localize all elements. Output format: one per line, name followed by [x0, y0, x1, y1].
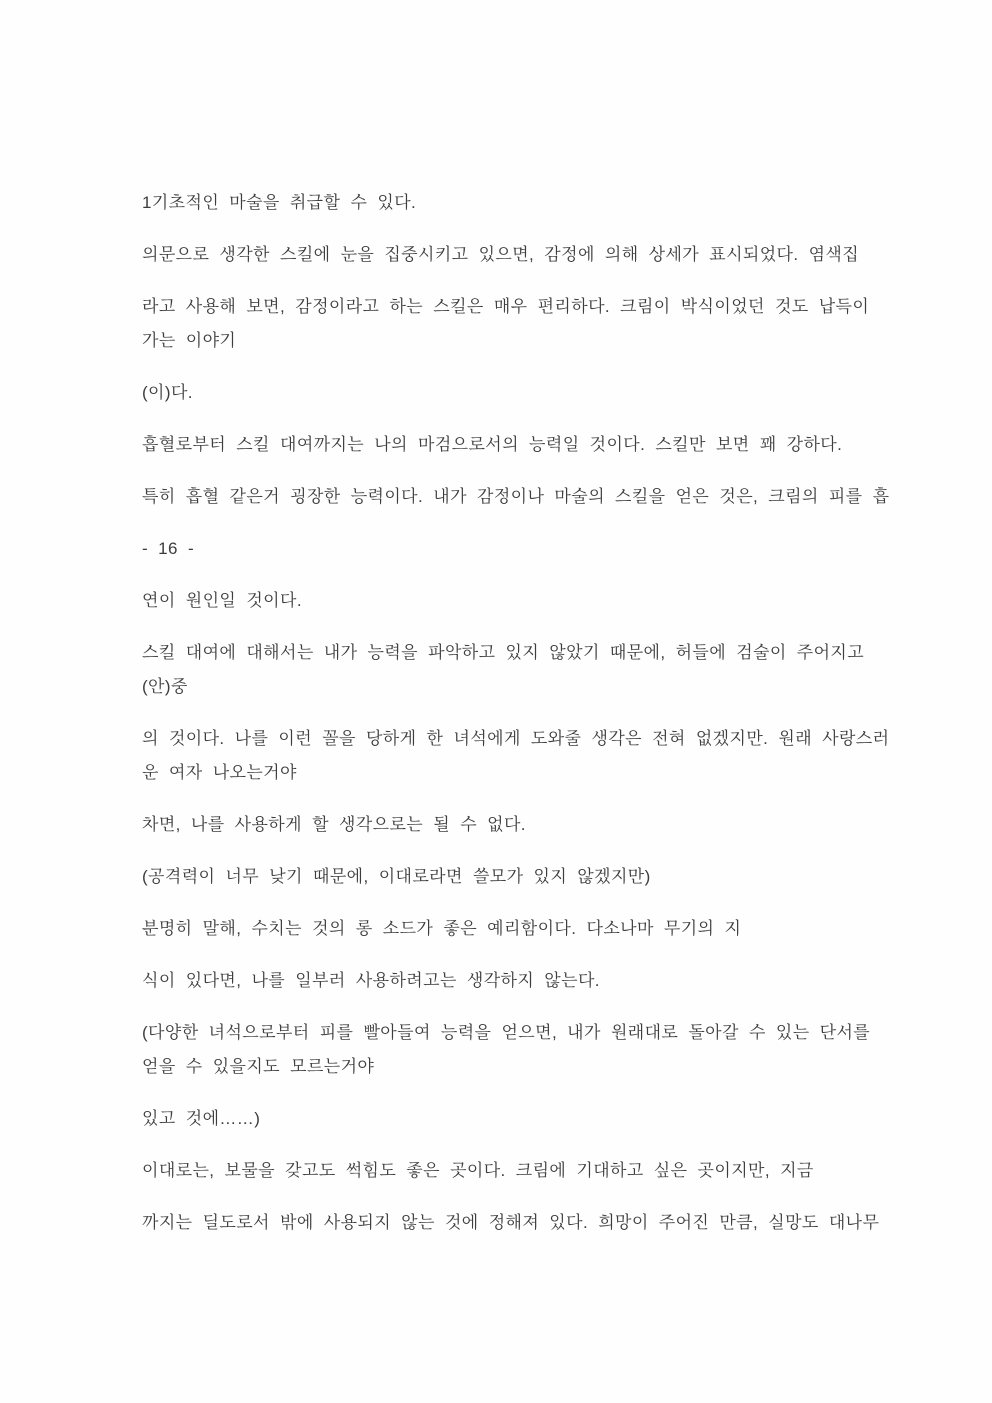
text-line: 가는 이야기: [142, 331, 237, 350]
paragraph: [142, 1206, 880, 1240]
text-line: 스킬 대여에 대해서는 내가 능력을 파악하고 있지 않았기 때문에, 허들에 검술이 주어지고: [142, 643, 865, 662]
paragraph: [142, 1154, 866, 1188]
paragraph: [142, 912, 866, 946]
text-line: 특히 흡혈 같은거 굉장한 능력이다. 내가 감정이나 마술의 스킬을 얻은 것은, 크림의 피를 흡: [142, 487, 890, 506]
paragraph: [142, 428, 866, 462]
paragraph: [142, 186, 866, 220]
text-line: 운 여자 나오는거야: [142, 763, 297, 782]
paragraph: [142, 964, 866, 998]
text-line: 까지는 딜도로서 밖에 사용되지 않는 것에 정해져 있다. 희망이 주어진 만큼, 실망도 대나무: [142, 1213, 880, 1232]
text-line: (다양한 녀석으로부터 피를 빨아들여 능력을 얻으면, 내가 원래대로 돌아갈 수 있는 단서를: [142, 1023, 871, 1042]
text-line: (이)다.: [142, 383, 193, 402]
text-line: 이대로는, 보물을 갖고도 썩힘도 좋은 곳이다. 크림에 기대하고 싶은 곳이지만, 지금: [142, 1161, 814, 1180]
text-line: 1기초적인 마술을 취급할 수 있다.: [142, 193, 417, 212]
paragraph: [142, 860, 866, 894]
text-line: 식이 있다면, 나를 일부러 사용하려고는 생각하지 않는다.: [142, 971, 600, 990]
text-line: 분명히 말해, 수치는 것의 롱 소드가 좋은 예리함이다. 다소나마 무기의 지: [142, 919, 742, 938]
page-number: [142, 532, 866, 566]
paragraph: [142, 238, 866, 272]
text-line: (안)중: [142, 677, 188, 696]
text-line: 의 것이다. 나를 이런 꼴을 당하게 한 녀석에게 도와줄 생각은 전혀 없겠지만. 원래 사랑스러: [142, 729, 890, 748]
text-line: 있고 것에……): [142, 1109, 261, 1128]
text-line: 얻을 수 있을지도 모르는거야: [142, 1057, 375, 1076]
paragraph: [142, 584, 866, 618]
paragraph: [142, 1102, 866, 1136]
text-line: 연이 원인일 것이다.: [142, 591, 302, 610]
text-line: 흡혈로부터 스킬 대여까지는 나의 마검으로서의 능력일 것이다. 스킬만 보면 꽤 강하다.: [142, 435, 843, 454]
paragraph: [142, 376, 866, 410]
paragraph: [142, 808, 866, 842]
text-line: 라고 사용해 보면, 감정이라고 하는 스킬은 매우 편리하다. 크림이 박식이었던 것도 납득이: [142, 297, 870, 316]
paragraph: [142, 636, 866, 704]
text-line: (공격력이 너무 낮기 때문에, 이대로라면 쓸모가 있지 않겠지만): [142, 867, 651, 886]
text-line: 의문으로 생각한 스킬에 눈을 집중시키고 있으면, 감정에 의해 상세가 표시되었다. 염색집: [142, 245, 860, 264]
text-column: [142, 186, 890, 1258]
paragraph: [142, 722, 890, 790]
page-number-label: - 16 -: [142, 539, 195, 558]
text-line: 차면, 나를 사용하게 할 생각으로는 될 수 없다.: [142, 815, 526, 834]
paragraph: [142, 480, 890, 514]
paragraph: [142, 1016, 871, 1084]
paragraph: [142, 290, 870, 358]
